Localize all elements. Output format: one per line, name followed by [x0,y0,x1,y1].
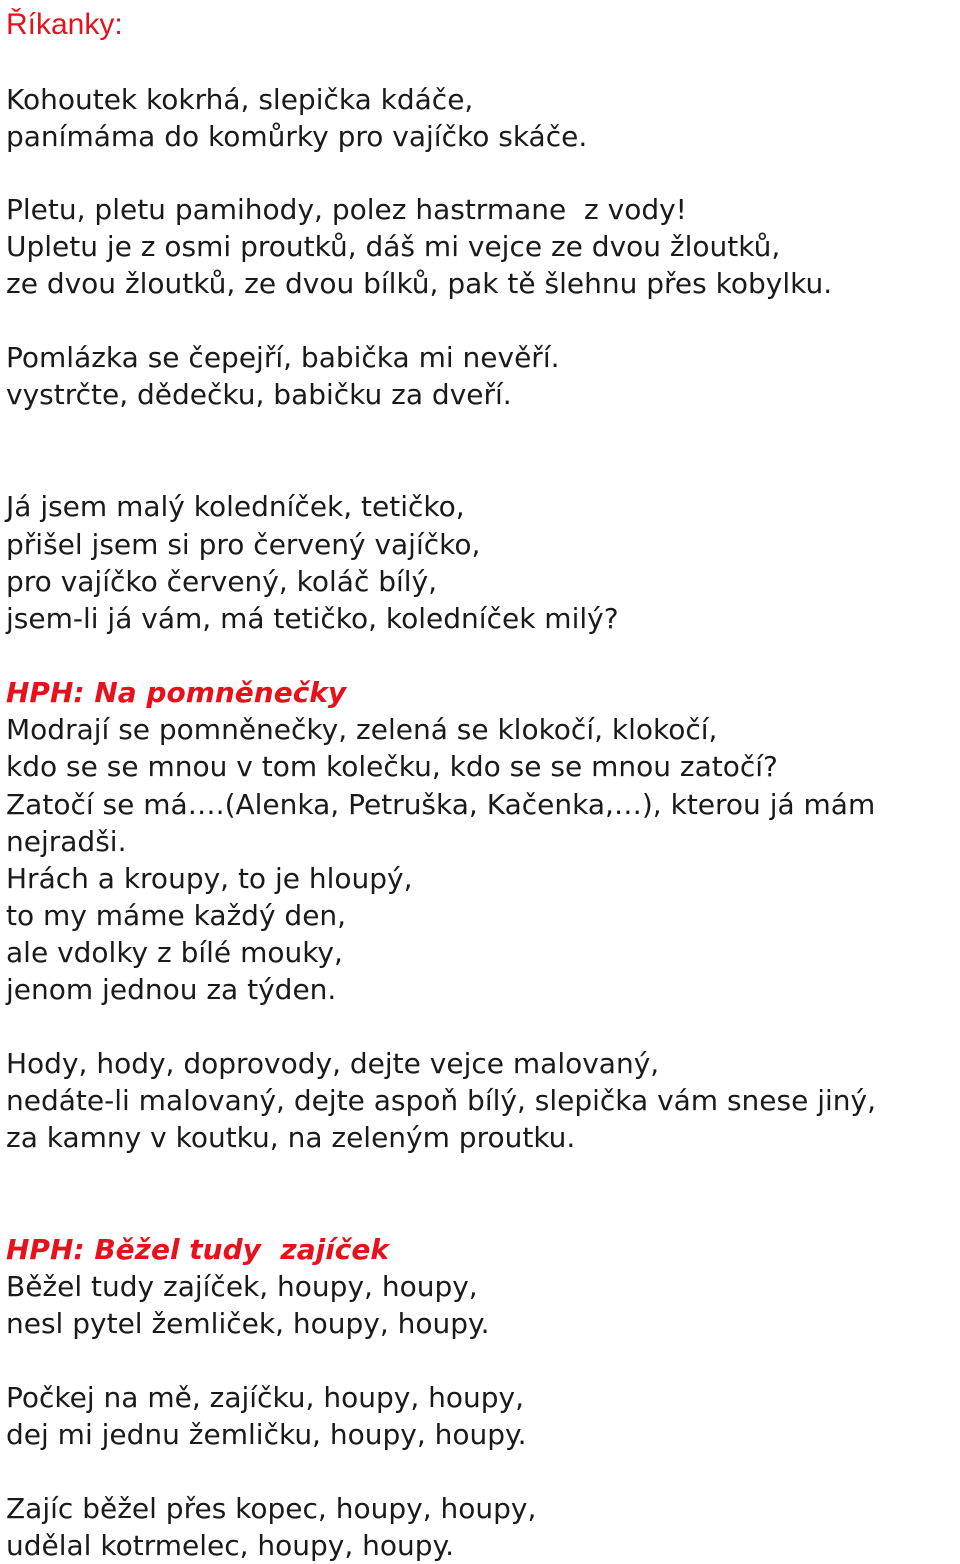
stanza-7-line-2: nedáte-li malovaný, dejte aspoň bílý, slepička vám snese jiný, [6,1084,877,1117]
stanza-5-line-4: nejradši. [6,825,127,858]
page-title: Říkanky: [6,8,123,41]
stanza-7-line-1: Hody, hody, doprovody, dejte vejce malovaný, [6,1047,660,1080]
stanza-5-line-2: kdo se se mnou v tom kolečku, kdo se se mnou zatočí? [6,750,778,783]
stanza-10-line-1: Zajíc běžel přes kopec, houpy, houpy, [6,1492,537,1525]
stanza-1-line-1: Kohoutek kokrhá, slepička kdáče, [6,83,474,116]
section-heading-na-pomnenecky: HPH: Na pomněnečky [6,676,347,709]
section-heading-bezel-tudy-zajicek: HPH: Běžel tudy zajíček [6,1233,390,1266]
stanza-4-line-1: Já jsem malý koledníček, tetičko, [6,490,465,523]
stanza-9-line-1: Počkej na mě, zajíčku, houpy, houpy, [6,1381,524,1414]
stanza-6-line-2: to my máme každý den, [6,899,347,932]
stanza-8-line-1: Běžel tudy zajíček, houpy, houpy, [6,1270,478,1303]
stanza-10-line-2: udělal kotrmelec, houpy, houpy. [6,1529,455,1562]
stanza-2-line-1: Pletu, pletu pamihody, polez hastrmane z vody! [6,193,687,226]
stanza-9-line-2: dej mi jednu žemličku, houpy, houpy. [6,1418,527,1451]
stanza-5-line-3: Zatočí se má….(Alenka, Petruška, Kačenka,…), kterou já mám [6,788,876,821]
stanza-2-line-3: ze dvou žloutků, ze dvou bílků, pak tě šlehnu přes kobylku. [6,267,833,300]
stanza-2-line-2: Upletu je z osmi proutků, dáš mi vejce ze dvou žloutků, [6,230,781,263]
stanza-6-line-3: ale vdolky z bílé mouky, [6,936,343,969]
stanza-3-line-2: vystrčte, dědečku, babičku za dveří. [6,378,512,411]
stanza-7-line-3: za kamny v koutku, na zeleným proutku. [6,1121,576,1154]
stanza-5-line-1: Modrají se pomněnečky, zelená se klokočí, klokočí, [6,713,718,746]
stanza-4-line-3: pro vajíčko červený, koláč bílý, [6,565,438,598]
stanza-3-line-1: Pomlázka se čepejří, babička mi nevěří. [6,341,560,374]
stanza-1-line-2: panímáma do komůrky pro vajíčko skáče. [6,120,588,153]
stanza-6-line-4: jenom jednou za týden. [6,973,337,1006]
stanza-6-line-1: Hrách a kroupy, to je hloupý, [6,862,413,895]
stanza-4-line-4: jsem-li já vám, má tetičko, koledníček milý? [6,602,619,635]
stanza-8-line-2: nesl pytel žemliček, houpy, houpy. [6,1307,490,1340]
stanza-4-line-2: přišel jsem si pro červený vajíčko, [6,528,481,561]
